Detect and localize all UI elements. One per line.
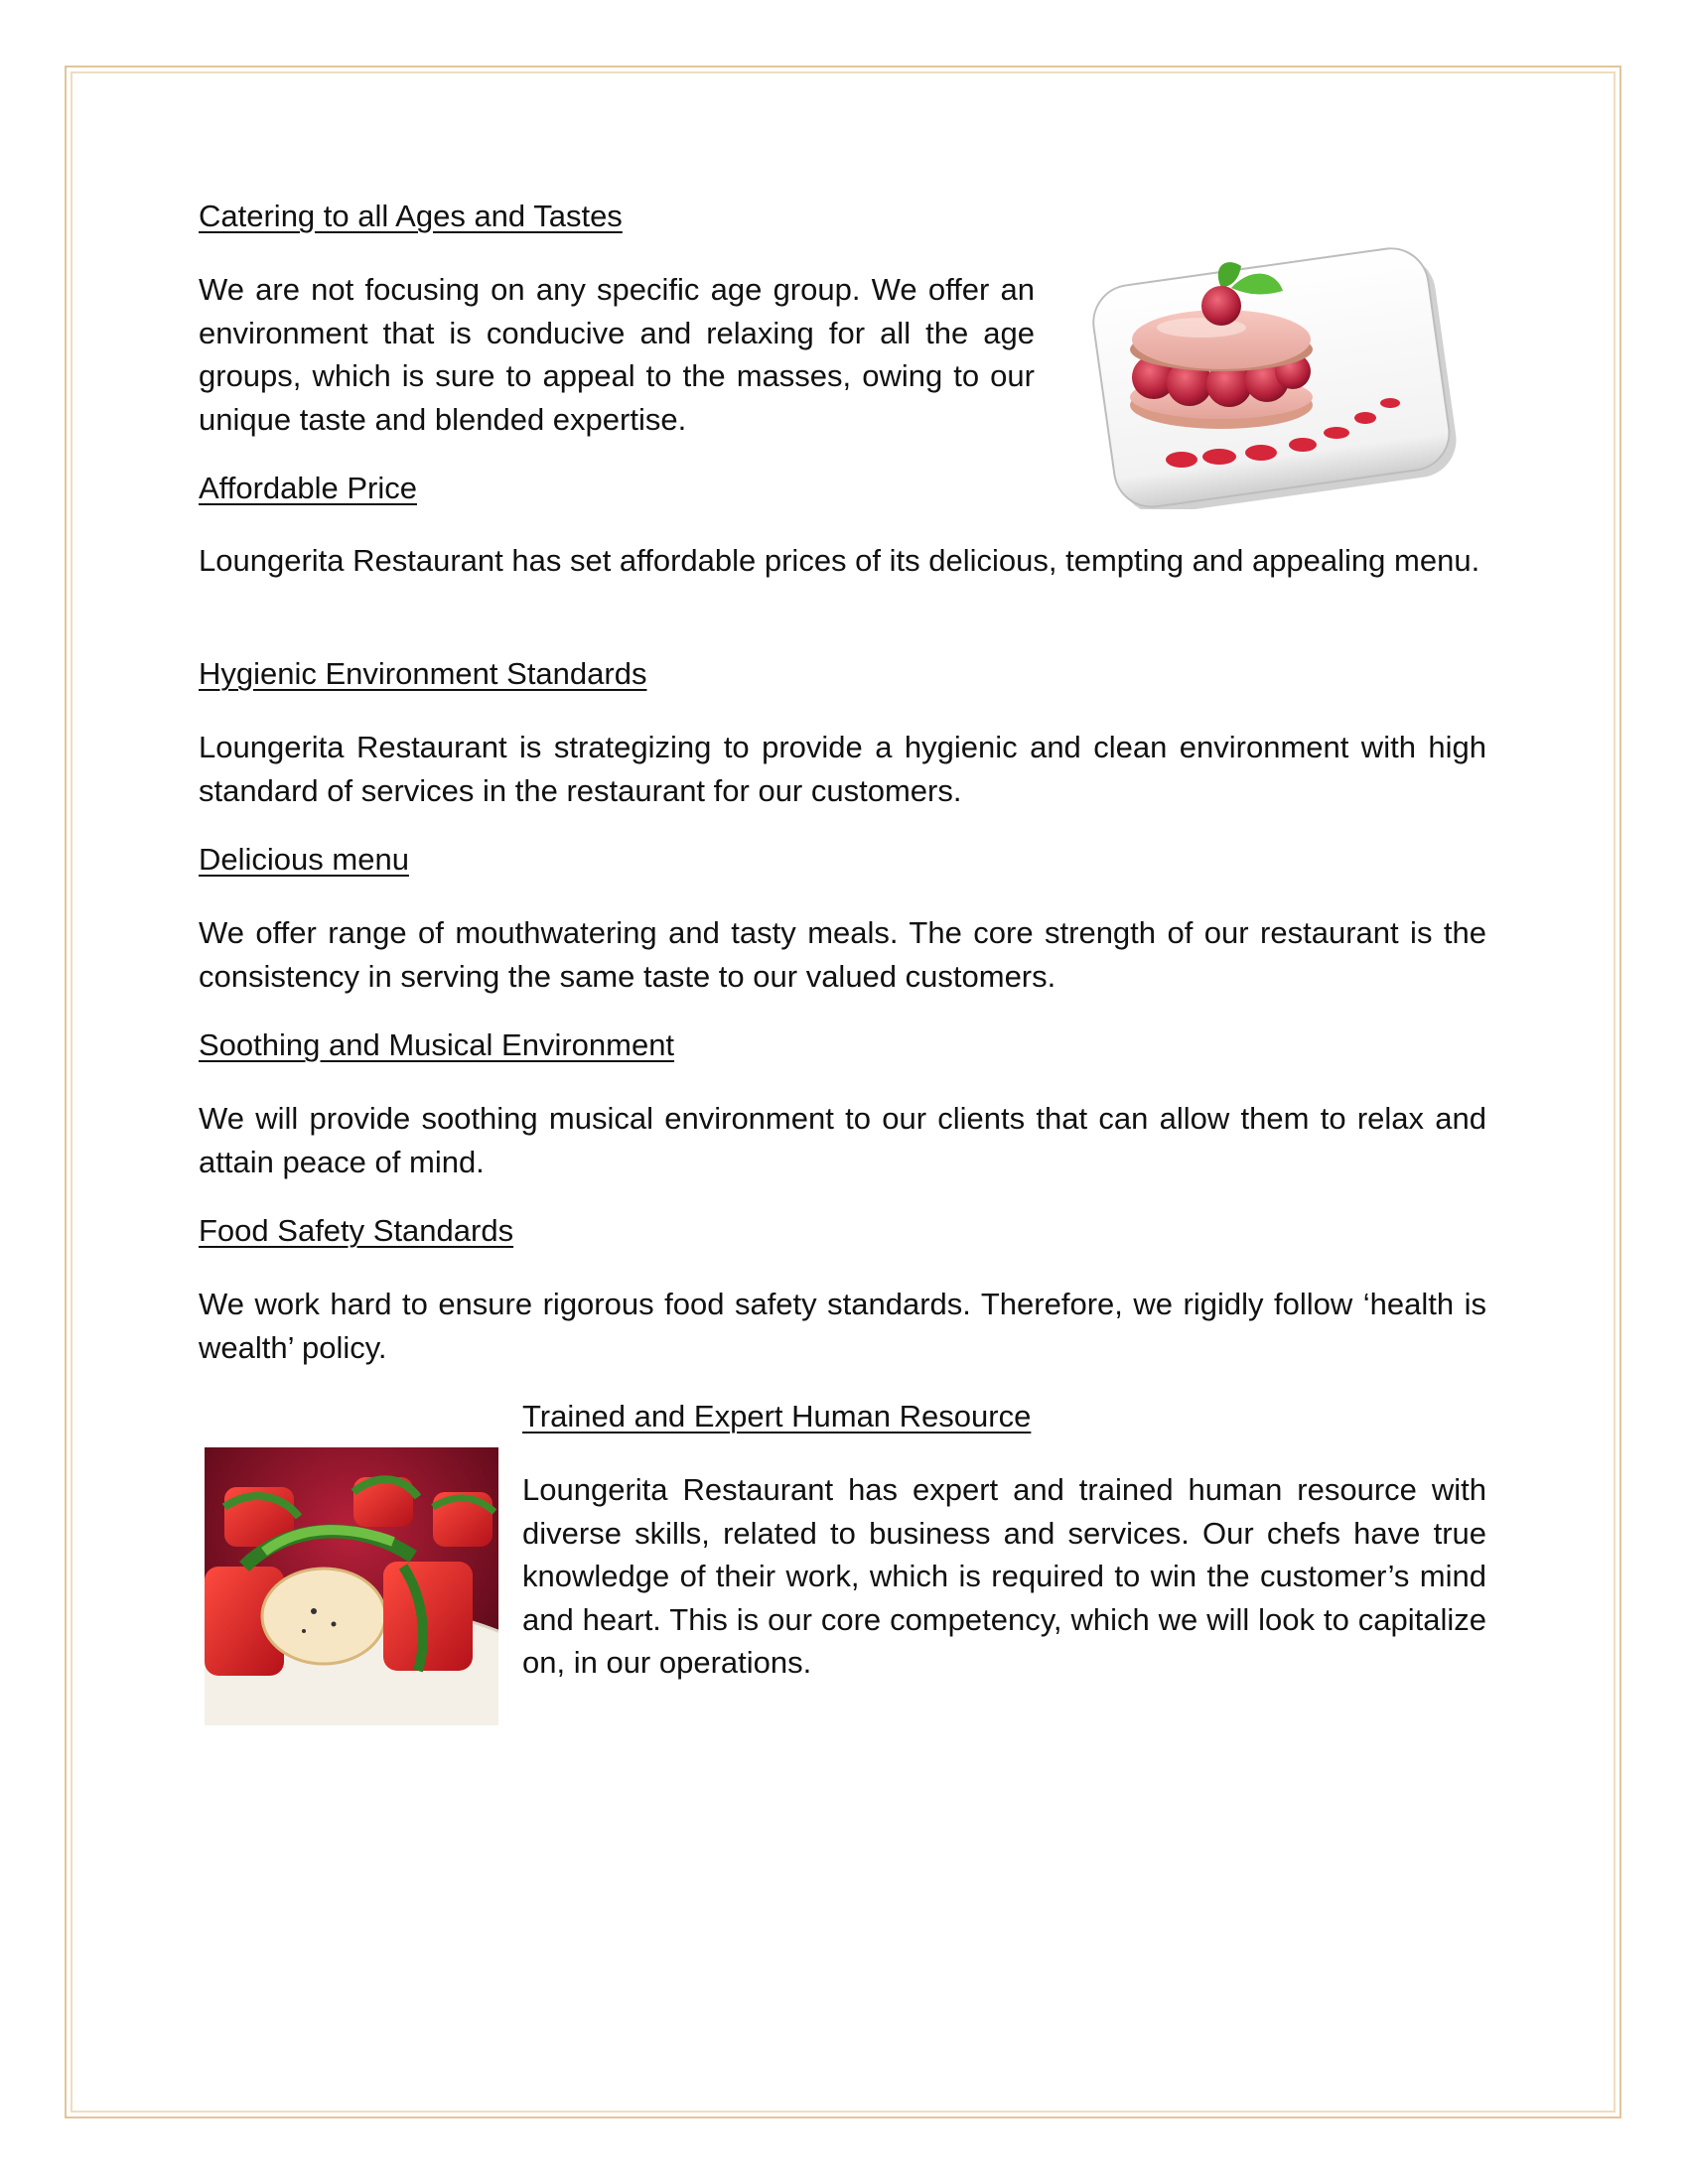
heading-food-safety: Food Safety Standards (199, 1213, 514, 1248)
heading-catering: Catering to all Ages and Tastes (199, 199, 623, 233)
paragraph-trained-human-resource: Loungerita Restaurant has expert and trained human resource with diverse skills, related to business and services. Our chefs have true knowledge of their work, which is required to win the customer’s mind and heart. This is our core competency, which we will look to capitalize on, in our operations. (522, 1472, 1486, 1680)
paragraph-food-safety: We work hard to ensure rigorous food safety standards. Therefore, we rigidly follow ‘health is wealth’ policy. (199, 1287, 1486, 1365)
paragraph-hygienic-environment: Loungerita Restaurant is strategizing to provide a hygienic and clean environment with high standard of services in the restaurant for our customers. (199, 730, 1486, 808)
heading-soothing-environment: Soothing and Musical Environment (199, 1027, 675, 1062)
tomato-appetizer-image (205, 1447, 498, 1725)
heading-hygienic-environment: Hygienic Environment Standards (199, 656, 647, 691)
paragraph-soothing-environment: We will provide soothing musical environment to our clients that can allow them to relax and attain peace of mind. (199, 1101, 1486, 1179)
heading-affordable-price: Affordable Price (199, 471, 417, 505)
heading-delicious-menu: Delicious menu (199, 842, 409, 877)
paragraph-delicious-menu: We offer range of mouthwatering and tasty meals. The core strength of our restaurant is the consistency in serving the same taste to our valued customers. (199, 915, 1486, 994)
macaron-dessert-image (1072, 236, 1470, 509)
heading-trained-human-resource: Trained and Expert Human Resource (522, 1399, 1032, 1433)
paragraph-affordable-price: Loungerita Restaurant has set affordable prices of its delicious, tempting and appealing menu. (199, 543, 1480, 578)
paragraph-catering: We are not focusing on any specific age group. We offer an environment that is conducive and relaxing for all the age groups, which is sure to appeal to the masses, owing to our unique taste and blended expertise. (199, 272, 1035, 437)
